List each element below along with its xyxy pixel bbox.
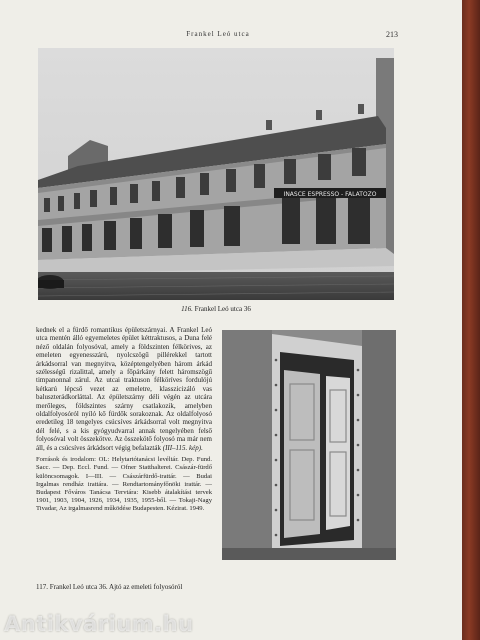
figure-2-caption — [36, 583, 396, 591]
page-number: 213 — [386, 30, 398, 39]
book-cover-edge — [462, 0, 480, 640]
body-paragraph — [36, 326, 212, 452]
sources-paragraph: Források és irodalom: OL: Helytartótanácsi levéltár. Dep. Fund. Sacc. — Dep. Eccl. Fund. — Ofner Statthalterei. Császár-fürdő különcsomagok. I—III. — Császárfürdő-irattár. — Budai Irgalmas rendház irattára. — Rendtartományfőnöki irattár. — Budapest Főváros Tanácsa Tervtára: Kisebb átalakítási tervek 1901, 1903, 1904, 1926, 1934, 1935, 1955-ből. — Tokaji-Nagy Tivadar, Az irgalmasrend működése Budapesten. Kézirat. 1949. — [36, 456, 212, 513]
running-head: Frankel Leó utca — [186, 30, 250, 38]
figure-2-number: 117. — [36, 583, 48, 591]
shop-sign: INASCE ESPRESSO - FALATOZO — [283, 191, 377, 198]
figure-2-text: Frankel Leó utca 36. Ajtó az emeleti folyosóról — [49, 583, 183, 591]
body-figure-ref: (III–115. kép). — [162, 443, 203, 452]
figure-1-text: Frankel Leó utca 36 — [194, 305, 251, 313]
body-text: kednek el a fürdő romantikus épületszárnyai. A Frankel Leó utca mentén álló egyemeletes épület kéttraktusos, a Duna felé néző oldalán folyosóval, amely a földszinten félkörives, az emeleten egyenesszárú, nyolcszögű pillérekkel tartott árkádsorral van megnyitva, középtengelyében három árkád szélességű rizalittal, amely a főpárkány felett háromszögű timpanonnal zárul. Az utcai traktuson félköríves fordulójú kétkarú lépcső vezet az emeletre, klasszicizáló vas baluszterádkorláttal. Az épületszárny déli végén az utcára merőleges, földszintes szárny csatlakozik, amelyben oldalfolyosóról nyíló kő fürdők sorakoznak. Az oldalfolyosó eredetileg 18 tengelyes csúcsíves árkádsorral volt megnyitva dél felé, s a kis gyógyudvarral annak tengelyében felső folyosóval volt összekötve. Az összekötő folyosó ma már nem áll, és a csúcsíves árkádsort végig befalazták — [36, 326, 212, 452]
watermark: Antikvárium.hu — [4, 612, 194, 636]
street-photo — [38, 48, 394, 300]
figure-1-caption — [38, 305, 394, 313]
figure-1-number: 116. — [181, 305, 193, 313]
doorway-illustration — [222, 330, 396, 560]
text-column — [36, 326, 212, 514]
doorway-photo — [222, 330, 396, 560]
building-illustration — [38, 48, 394, 300]
